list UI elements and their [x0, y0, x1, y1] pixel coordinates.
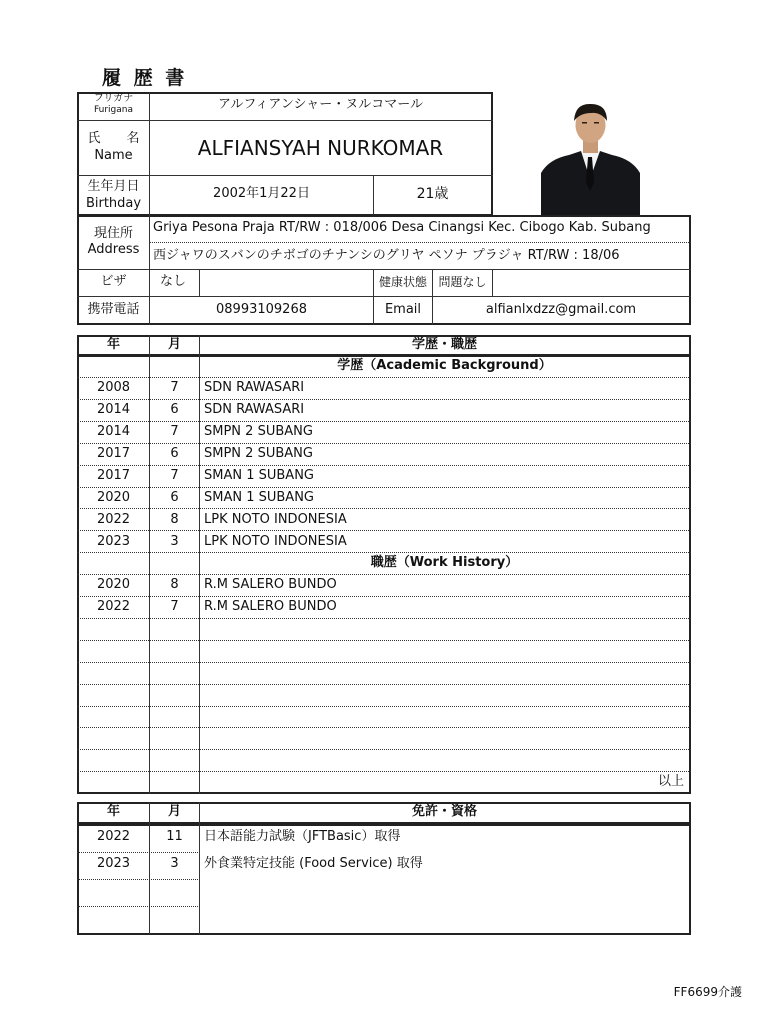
academic-month: 3 — [170, 534, 179, 549]
work-employer: R.M SALERO BUNDO — [204, 577, 337, 592]
work-year: 2020 — [96, 577, 131, 592]
row-separator — [77, 640, 691, 641]
address-label: 現住所 — [93, 226, 133, 241]
licenses-content-header: 免許・資格 — [411, 804, 477, 819]
health-label: 健康状態 — [378, 275, 427, 289]
address-line-2: 西ジャワのスバンのチボゴのチナンシのグリヤ ペソナ プラジャ RT/RW : 18/06 — [153, 248, 620, 263]
birthday-label-en: Birthday — [85, 196, 142, 211]
academic-section-header: 学歴（Academic Background） — [337, 358, 552, 373]
history-month-header: 月 — [167, 337, 181, 352]
row-separator — [77, 421, 691, 422]
academic-year: 2014 — [96, 402, 131, 417]
row-separator — [77, 443, 691, 444]
phone-label: 携帯電話 — [87, 302, 140, 317]
birthday-label: 生年月日 — [87, 179, 140, 194]
row-separator — [77, 465, 691, 466]
email-label: Email — [384, 302, 422, 317]
age-value: 21歳 — [416, 186, 449, 202]
row-separator — [77, 618, 691, 619]
row-separator — [77, 487, 691, 488]
row-separator — [77, 771, 691, 772]
license-text: 外食業特定技能 (Food Service) 取得 — [204, 856, 423, 871]
row-separator — [77, 508, 691, 509]
academic-school: SMPN 2 SUBANG — [204, 446, 313, 461]
academic-month: 7 — [170, 468, 179, 483]
academic-school: SMAN 1 SUBANG — [204, 468, 314, 483]
academic-year: 2023 — [96, 534, 131, 549]
birthday-value: 2002年1月22日 — [213, 186, 310, 201]
academic-year: 2022 — [96, 512, 131, 527]
row-separator — [77, 574, 691, 575]
licenses-month-header: 月 — [167, 804, 181, 819]
work-month: 7 — [170, 599, 179, 614]
work-year: 2022 — [96, 599, 131, 614]
academic-month: 8 — [170, 512, 179, 527]
row-separator — [77, 377, 691, 378]
academic-month: 7 — [170, 424, 179, 439]
history-year-header: 年 — [106, 337, 120, 352]
academic-year: 2017 — [96, 446, 131, 461]
address-label-en: Address — [87, 242, 140, 257]
academic-year: 2017 — [96, 468, 131, 483]
address-line-1: Griya Pesona Praja RT/RW : 018/006 Desa Cinangsi Kec. Cibogo Kab. Subang — [153, 220, 651, 235]
name-value: ALFIANSYAH NURKOMAR — [197, 136, 444, 160]
row-separator — [77, 530, 691, 531]
name-label: 氏 名 — [87, 131, 140, 146]
work-month: 8 — [170, 577, 179, 592]
visa-value: なし — [160, 274, 187, 289]
academic-year: 2008 — [96, 380, 131, 395]
academic-year: 2020 — [96, 490, 131, 505]
academic-school: SDN RAWASARI — [204, 402, 305, 417]
history-content-header: 学歴・職歴 — [411, 337, 477, 352]
licenses-year-header: 年 — [106, 804, 120, 819]
row-separator — [77, 662, 691, 663]
academic-month: 6 — [170, 490, 179, 505]
name-label-en: Name — [94, 148, 133, 163]
row-separator — [77, 706, 691, 707]
email-value: alfianlxdzz@gmail.com — [485, 302, 637, 317]
license-text: 日本語能力試験（JFTBasic）取得 — [204, 829, 401, 844]
row-separator — [77, 684, 691, 685]
academic-school: LPK NOTO INDONESIA — [204, 534, 347, 549]
end-mark: 以上 — [658, 774, 685, 789]
academic-year: 2014 — [96, 424, 131, 439]
health-value: 問題なし — [438, 275, 487, 289]
footer-code: FF6699介護 — [673, 985, 742, 999]
furigana-label-en: Furigana — [93, 105, 134, 115]
license-year: 2022 — [96, 829, 131, 844]
license-year: 2023 — [96, 856, 131, 871]
work-section-header: 職歴（Work History） — [370, 555, 519, 570]
academic-month: 7 — [170, 380, 179, 395]
furigana-label: フリガナ — [93, 93, 134, 104]
row-separator — [77, 552, 691, 553]
academic-school: SDN RAWASARI — [204, 380, 305, 395]
license-month: 3 — [170, 856, 179, 871]
applicant-photo — [541, 101, 640, 215]
academic-month: 6 — [170, 446, 179, 461]
license-month: 11 — [166, 829, 183, 844]
academic-month: 6 — [170, 402, 179, 417]
academic-school: SMPN 2 SUBANG — [204, 424, 313, 439]
academic-school: LPK NOTO INDONESIA — [204, 512, 347, 527]
visa-label: ビザ — [100, 274, 127, 289]
document-title: 履 歴 書 — [102, 67, 188, 89]
row-separator — [77, 727, 691, 728]
phone-value: 08993109268 — [216, 302, 307, 317]
row-separator — [77, 399, 691, 400]
row-separator — [77, 749, 691, 750]
furigana-value: アルフィアンシャー・ヌルコマール — [217, 97, 424, 112]
academic-school: SMAN 1 SUBANG — [204, 490, 314, 505]
row-separator — [77, 596, 691, 597]
work-employer: R.M SALERO BUNDO — [204, 599, 337, 614]
